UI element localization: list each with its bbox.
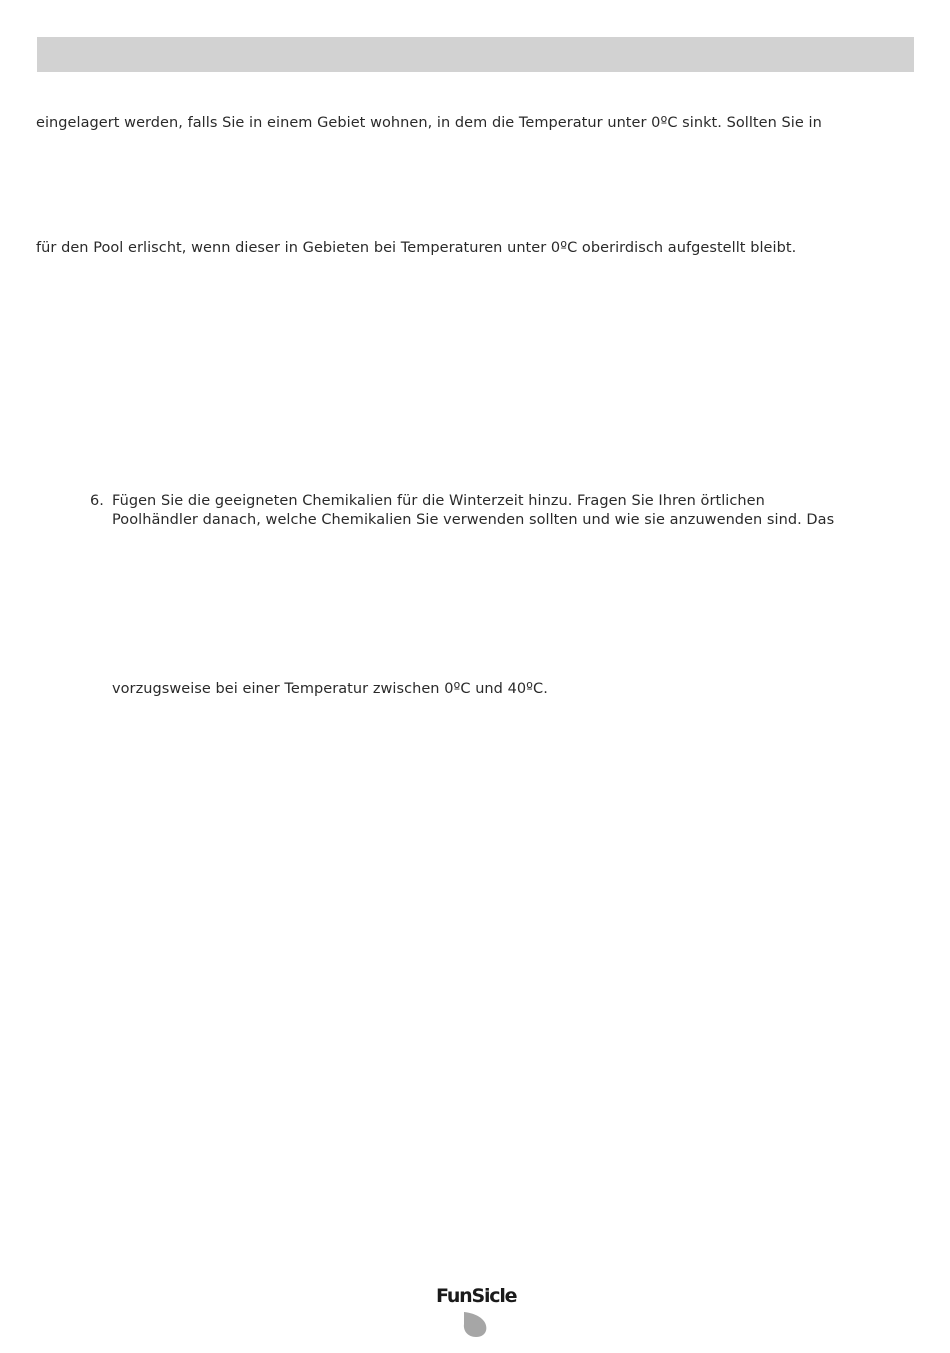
list-item-line: vorzugsweise bei einer Temperatur zwischen 0ºC und 40ºC. bbox=[112, 681, 548, 697]
brand-logo bbox=[430, 1284, 520, 1344]
paragraph-line: für den Pool erlischt, wenn dieser in Gebieten bei Temperaturen unter 0ºC oberirdisch aufgestellt bleibt. bbox=[36, 240, 797, 256]
list-item-line: Poolhändler danach, welche Chemikalien Sie verwenden sollten und wie sie anzuwenden sind. Das bbox=[112, 512, 835, 528]
brand-wordmark: FunSicle bbox=[436, 1285, 517, 1307]
section-header-bar bbox=[37, 37, 914, 72]
paragraph-line: eingelagert werden, falls Sie in einem Gebiet wohnen, in dem die Temperatur unter 0ºC sinkt. Sollten Sie in bbox=[36, 115, 822, 131]
list-item-line: Fügen Sie die geeigneten Chemikalien für die Winterzeit hinzu. Fragen Sie Ihren örtlichen bbox=[112, 493, 765, 509]
list-item-number: 6. bbox=[90, 493, 104, 509]
droplet-logo-icon bbox=[462, 1311, 490, 1339]
